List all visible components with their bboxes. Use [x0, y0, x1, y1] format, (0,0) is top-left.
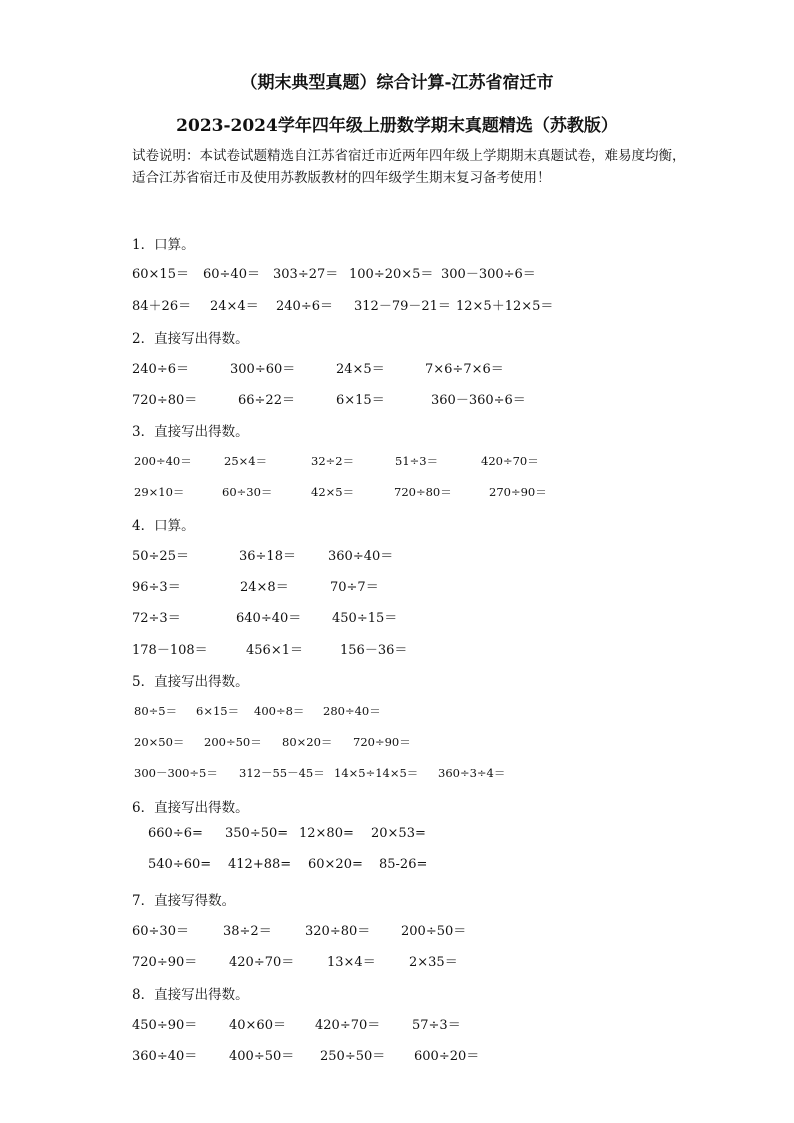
document-title-line2: 2023-2024学年四年级上册数学期末真题精选（苏教版） [176, 116, 618, 136]
problem-row [0, 484, 794, 502]
arithmetic-problem: 360÷40＝ [328, 549, 394, 564]
arithmetic-problem: 42×5＝ [311, 485, 355, 499]
problem-row [0, 545, 794, 563]
arithmetic-problem: 60÷40＝ [203, 267, 260, 282]
arithmetic-problem: 200÷50＝ [401, 924, 467, 939]
arithmetic-problem: 25×4＝ [224, 454, 268, 468]
arithmetic-problem: 80÷5＝ [134, 704, 178, 718]
arithmetic-problem: 720÷80＝ [132, 393, 198, 408]
problem-row [0, 920, 794, 938]
section-title: 2．直接写出得数。 [132, 331, 249, 347]
problem-row [0, 765, 794, 783]
arithmetic-problem: 24×8＝ [240, 580, 289, 595]
arithmetic-problem: 6×15＝ [336, 393, 385, 408]
section-title: 8．直接写出得数。 [132, 987, 249, 1003]
arithmetic-problem: 32÷2＝ [311, 454, 355, 468]
arithmetic-problem: 100÷20×5＝ [349, 267, 434, 282]
arithmetic-problem: 50÷25＝ [132, 549, 189, 564]
arithmetic-problem: 312－55－45＝ [239, 766, 325, 780]
arithmetic-problem: 450÷90＝ [132, 1018, 198, 1033]
section-title: 7．直接写得数。 [132, 893, 236, 909]
arithmetic-problem: 60×15＝ [132, 267, 189, 282]
arithmetic-problem: 360－360÷6＝ [431, 393, 526, 408]
section-title: 1．口算。 [132, 237, 195, 253]
arithmetic-problem: 270÷90＝ [489, 485, 547, 499]
arithmetic-problem: 2×35＝ [409, 955, 458, 970]
arithmetic-problem: 300－300÷5＝ [134, 766, 218, 780]
problem-row [0, 576, 794, 594]
problem-row [0, 703, 794, 721]
arithmetic-problem: 178－108＝ [132, 643, 208, 658]
problem-row [0, 1045, 794, 1063]
section-title: 4．口算。 [132, 518, 195, 534]
arithmetic-problem: 29×10＝ [134, 485, 185, 499]
problem-row [0, 295, 794, 313]
arithmetic-problem: 720÷90＝ [132, 955, 198, 970]
arithmetic-problem: 20×50＝ [134, 735, 185, 749]
arithmetic-problem: 420÷70＝ [229, 955, 295, 970]
arithmetic-problem: 400÷50＝ [229, 1049, 295, 1064]
section-title: 5．直接写出得数。 [132, 674, 249, 690]
arithmetic-problem: 60×20= [308, 857, 363, 872]
arithmetic-problem: 240÷6＝ [132, 362, 189, 377]
arithmetic-problem: 303÷27＝ [273, 267, 339, 282]
arithmetic-problem: 66÷22＝ [238, 393, 295, 408]
arithmetic-problem: 24×5＝ [336, 362, 385, 377]
problem-row [0, 1014, 794, 1032]
arithmetic-problem: 660÷6= [148, 826, 203, 841]
arithmetic-problem: 24×4＝ [210, 299, 259, 314]
arithmetic-problem: 6×15＝ [196, 704, 240, 718]
problem-row [0, 826, 794, 844]
arithmetic-problem: 14×5÷14×5＝ [334, 766, 419, 780]
arithmetic-problem: 38÷2＝ [223, 924, 272, 939]
arithmetic-problem: 60÷30＝ [222, 485, 273, 499]
arithmetic-problem: 57÷3＝ [412, 1018, 461, 1033]
problem-row [0, 734, 794, 752]
arithmetic-problem: 280÷40＝ [323, 704, 381, 718]
arithmetic-problem: 360÷40＝ [132, 1049, 198, 1064]
arithmetic-problem: 84＋26＝ [132, 299, 192, 314]
arithmetic-problem: 720÷90＝ [353, 735, 411, 749]
arithmetic-problem: 600÷20＝ [414, 1049, 480, 1064]
problem-row [0, 453, 794, 471]
arithmetic-problem: 12×80= [299, 826, 354, 841]
arithmetic-problem: 60÷30＝ [132, 924, 189, 939]
arithmetic-problem: 80×20＝ [282, 735, 333, 749]
arithmetic-problem: 156－36＝ [340, 643, 408, 658]
problem-row [0, 607, 794, 625]
arithmetic-problem: 450÷15＝ [332, 611, 398, 626]
arithmetic-problem: 12×5＋12×5＝ [456, 299, 554, 314]
arithmetic-problem: 72÷3＝ [132, 611, 181, 626]
problem-row [0, 263, 794, 281]
section-title: 3．直接写出得数。 [132, 424, 249, 440]
arithmetic-problem: 240÷6＝ [276, 299, 333, 314]
problem-row [0, 857, 794, 875]
arithmetic-problem: 412+88= [228, 857, 292, 872]
problem-row [0, 389, 794, 407]
test-instructions: 试卷说明：本试卷试题精选自江苏省宿迁市近两年四年级上学期期末真题试卷，难易度均衡，适合江苏省宿迁市及使用苏教版教材的四年级学生期末复习备考使用！ [132, 148, 686, 186]
arithmetic-problem: 320÷80＝ [305, 924, 371, 939]
arithmetic-problem: 300－300÷6＝ [441, 267, 536, 282]
arithmetic-problem: 200÷50＝ [204, 735, 262, 749]
document-title-line1: （期末典型真题）综合计算-江苏省宿迁市 [240, 73, 554, 93]
arithmetic-problem: 36÷18＝ [239, 549, 296, 564]
arithmetic-problem: 40×60＝ [229, 1018, 286, 1033]
arithmetic-problem: 85-26= [379, 857, 428, 872]
arithmetic-problem: 350÷50= [225, 826, 289, 841]
arithmetic-problem: 200÷40＝ [134, 454, 192, 468]
problem-row [0, 639, 794, 657]
problem-row [0, 358, 794, 376]
problem-row [0, 951, 794, 969]
section-title: 6．直接写出得数。 [132, 800, 249, 816]
arithmetic-problem: 312－79－21＝ [354, 299, 451, 314]
arithmetic-problem: 540÷60= [148, 857, 212, 872]
arithmetic-problem: 640÷40＝ [236, 611, 302, 626]
arithmetic-problem: 420÷70＝ [481, 454, 539, 468]
arithmetic-problem: 70÷7＝ [330, 580, 379, 595]
arithmetic-problem: 720÷80＝ [394, 485, 452, 499]
arithmetic-problem: 20×53= [371, 826, 426, 841]
arithmetic-problem: 400÷8＝ [254, 704, 305, 718]
arithmetic-problem: 420÷70＝ [315, 1018, 381, 1033]
arithmetic-problem: 456×1＝ [246, 643, 303, 658]
arithmetic-problem: 360÷3÷4＝ [438, 766, 506, 780]
arithmetic-problem: 51÷3＝ [395, 454, 439, 468]
arithmetic-problem: 250÷50＝ [320, 1049, 386, 1064]
arithmetic-problem: 13×4＝ [327, 955, 376, 970]
arithmetic-problem: 300÷60＝ [230, 362, 296, 377]
arithmetic-problem: 7×6÷7×6＝ [425, 362, 504, 377]
arithmetic-problem: 96÷3＝ [132, 580, 181, 595]
